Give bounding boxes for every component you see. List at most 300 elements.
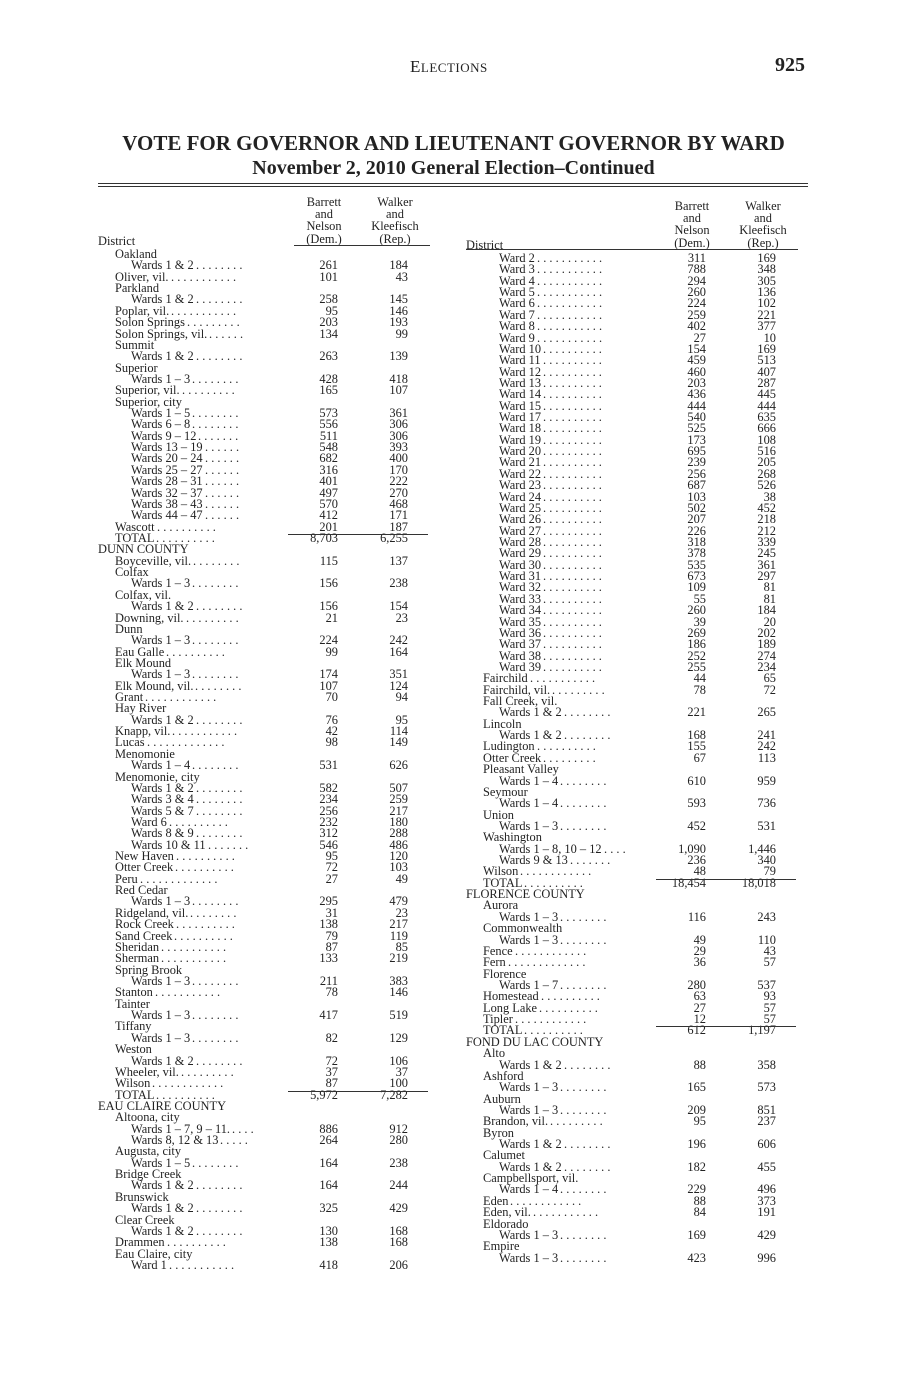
leader-dots: . . . . . . . . — [196, 294, 243, 306]
dem-votes: 428 — [319, 371, 338, 386]
rep-votes: 241 — [757, 728, 776, 743]
district-name: Boyceville, vil. — [115, 553, 192, 568]
leader-dots: . . . . . . . . . . — [543, 389, 602, 401]
leader-dots: . . . . . . . . — [192, 976, 239, 988]
district-name: Rock Creek — [115, 917, 174, 932]
dem-votes: 29 — [693, 943, 706, 958]
district-name: Wards 1 & 2 — [131, 349, 194, 364]
table-row — [98, 862, 438, 873]
dem-votes: 12 — [693, 1012, 706, 1027]
rep-votes: 171 — [389, 508, 408, 523]
rep-votes: 184 — [757, 603, 776, 618]
rep-votes: 100 — [389, 1076, 408, 1091]
dem-votes: 99 — [325, 644, 338, 659]
leader-dots: . . . . . . . . — [192, 1032, 239, 1045]
table-row — [466, 1250, 806, 1265]
leader-dots: . . . . — [232, 1123, 254, 1136]
dem-votes: 168 — [687, 728, 706, 743]
dem-votes: 55 — [693, 591, 706, 606]
dem-votes: 95 — [325, 303, 338, 318]
leader-dots: . . . . . . . . — [196, 1203, 243, 1215]
leader-dots: . . . . . . . . . . . — [537, 264, 603, 276]
dem-votes: 573 — [319, 406, 338, 421]
dem-votes: 78 — [693, 682, 706, 697]
rep-votes: 193 — [389, 315, 408, 330]
running-header — [410, 57, 488, 77]
district-name: Washington — [483, 830, 542, 845]
district-name: Tipler — [483, 1012, 513, 1027]
rep-votes: 218 — [757, 512, 776, 527]
district-name: TOTAL — [115, 530, 155, 545]
rep-votes: 137 — [389, 553, 408, 568]
district-name: Ward 4 — [499, 273, 535, 288]
rep-votes: 444 — [757, 398, 776, 413]
table-row — [98, 1257, 438, 1272]
district-name: Wards 38 – 43 — [131, 496, 203, 511]
district-name: Ward 36 — [499, 625, 542, 640]
district-name: Auburn — [483, 1091, 521, 1106]
dem-votes: 1,090 — [678, 841, 706, 856]
leader-dots: . . . . . . . . . — [550, 1116, 603, 1128]
district-name: Hay River — [115, 701, 167, 716]
district-name: Wards 25 – 27 — [131, 462, 203, 477]
district-name: Calumet — [483, 1148, 525, 1163]
table-row — [98, 678, 438, 693]
district-name: Knapp, vil. — [115, 724, 171, 739]
district-name: Wards 20 – 24 — [131, 451, 203, 466]
rep-votes: 81 — [763, 591, 776, 606]
rep-votes: 383 — [389, 974, 408, 988]
district-name: Ward 35 — [499, 614, 542, 629]
district-name: Wards 1 & 2 — [131, 1053, 194, 1068]
dem-votes: 48 — [693, 864, 706, 879]
rep-votes: 212 — [757, 523, 776, 538]
header-line: Barrett — [306, 195, 342, 209]
district-name: Ward 13 — [499, 375, 542, 390]
rep-votes: 237 — [757, 1114, 776, 1129]
leader-dots: . . . . . . . . . . . . — [145, 692, 217, 704]
rep-votes: 139 — [389, 349, 408, 364]
district-name: Fall Creek, vil. — [483, 694, 558, 709]
leader-dots: . . . . . . . . — [564, 1139, 611, 1151]
rep-votes: 129 — [389, 1030, 408, 1045]
dem-votes: 103 — [687, 489, 706, 504]
leader-dots: . . . . . . . . . . — [543, 661, 602, 674]
total-rule — [288, 534, 428, 535]
table-row — [466, 1034, 806, 1049]
district-name: Wards 1 & 2 — [499, 1057, 562, 1072]
district-name: Eden — [483, 1193, 509, 1208]
leader-dots: . . . . . . . . — [190, 907, 237, 920]
district-name: Ward 24 — [499, 489, 542, 504]
rep-votes: 912 — [389, 1121, 408, 1136]
leader-dots: . . . . . . . . — [564, 1059, 611, 1071]
leader-dots: . . . . . . . . . . — [166, 646, 225, 658]
leader-dots: . . . . . . . . . . . . — [515, 945, 587, 958]
dem-votes: 256 — [687, 466, 706, 481]
rep-votes: 519 — [389, 1008, 408, 1023]
district-name: Ward 22 — [499, 466, 542, 481]
leader-dots: . . . . . . . . — [560, 1184, 607, 1196]
rep-votes: 287 — [757, 375, 776, 390]
rep-votes: 516 — [757, 444, 776, 459]
rep-votes: 222 — [389, 474, 408, 489]
leader-dots: . . . . . . . . . . — [543, 491, 602, 503]
rep-votes: 180 — [389, 814, 408, 829]
dem-votes: 107 — [319, 678, 338, 693]
leader-dots: . . . . . . . . . . — [176, 919, 235, 931]
dem-votes: 31 — [325, 905, 338, 920]
dem-votes: 318 — [687, 534, 706, 549]
leader-dots: . . . . . . . . . . . . — [515, 1014, 587, 1026]
leader-dots: . . . . . . — [205, 510, 240, 522]
rep-votes: 526 — [757, 478, 776, 493]
district-name: Solon Springs — [115, 315, 185, 330]
district-name: TOTAL — [483, 1023, 523, 1038]
district-name: Wards 44 – 47 — [131, 508, 203, 523]
leader-dots: . . . . . . . . . . . — [533, 1207, 599, 1219]
leader-dots: . . . . . . . . . . — [543, 412, 602, 424]
rep-votes: 206 — [389, 1257, 408, 1272]
section-title: ELECTIONS — [410, 57, 488, 76]
dem-votes: 203 — [319, 315, 338, 330]
dem-votes: 49 — [693, 932, 706, 947]
dem-votes: 452 — [687, 818, 706, 833]
district-name: Superior, city — [115, 394, 182, 409]
district-name: Ward 28 — [499, 534, 542, 549]
leader-dots: . . . . — [604, 843, 626, 856]
rep-votes: 113 — [757, 750, 776, 765]
table-row — [466, 1000, 806, 1015]
leader-dots: . . . . . . . . . . — [543, 468, 602, 481]
dem-votes: 82 — [325, 1030, 338, 1045]
district-name: Long Lake — [483, 1000, 538, 1015]
leader-dots: . . . . . . . . — [192, 1010, 239, 1022]
leader-dots: . . . . . . . . . . — [543, 457, 602, 469]
leader-dots: . . . . . . . . . . — [543, 605, 602, 617]
district-name: Eau Galle — [115, 644, 165, 659]
header-line: Nelson — [674, 223, 710, 238]
dem-votes: 27 — [325, 871, 338, 886]
district-name: Ridgeland, vil. — [115, 905, 189, 920]
rep-votes: 393 — [389, 440, 408, 455]
dem-votes: 311 — [687, 251, 706, 265]
district-name: Ward 3 — [499, 262, 535, 277]
district-name: TOTAL — [115, 1087, 155, 1102]
leader-dots: . . . . . . . . . . . — [172, 726, 238, 738]
dem-votes: 201 — [319, 519, 338, 534]
leader-dots: . . . . . . . . — [192, 408, 239, 420]
district-name: Wards 1 & 2 — [131, 599, 194, 614]
dem-votes: 258 — [319, 292, 338, 307]
dem-votes: 109 — [687, 580, 706, 595]
rep-votes: 107 — [389, 383, 408, 398]
leader-dots: . . . . . . — [209, 328, 244, 340]
rep-votes: 81 — [763, 580, 776, 595]
rep-votes: 244 — [389, 1178, 408, 1193]
dem-votes: 525 — [687, 421, 706, 436]
district-header: District — [98, 234, 136, 248]
district-name: Superior, vil. — [115, 383, 180, 398]
dem-votes: 570 — [319, 496, 338, 511]
leader-dots: . . . . . . . . — [196, 351, 243, 363]
rep-votes: 65 — [763, 671, 776, 686]
leader-dots: . . . . . . . . . . . — [537, 332, 603, 344]
rep-votes: 93 — [763, 989, 776, 1004]
dem-votes: 78 — [325, 985, 338, 1000]
district-name: Wards 8, 12 & 13 — [131, 1133, 219, 1148]
leader-dots: . . . . . . . . . . — [543, 548, 602, 560]
rep-votes: 306 — [389, 428, 408, 443]
rep-votes: 297 — [757, 569, 776, 584]
district-name: Pleasant Valley — [483, 762, 559, 777]
district-name: Ward 23 — [499, 478, 542, 493]
leader-dots: . . . . . . . . . — [182, 385, 235, 397]
dem-votes: 67 — [693, 750, 706, 765]
rep-votes: 146 — [389, 985, 408, 1000]
district-name: Otter Creek — [115, 860, 174, 875]
district-name: Wards 1 – 3 — [131, 1008, 191, 1023]
dem-votes: 255 — [687, 659, 706, 674]
district-name: Wards 1 – 3 — [499, 1080, 559, 1095]
leader-dots: . . . . . . . . — [560, 1104, 607, 1117]
district-name: Ward 19 — [499, 432, 542, 447]
dem-votes: 101 — [319, 269, 338, 284]
dem-votes: 263 — [319, 349, 338, 364]
header-line: and — [754, 211, 772, 226]
leader-dots: . . . . . . . . . — [187, 317, 240, 329]
rep-votes: 202 — [757, 625, 776, 640]
district-name: Campbellsport, vil. — [483, 1171, 579, 1186]
dem-votes: 444 — [687, 398, 706, 413]
district-name: Wards 1 & 2 — [131, 1223, 194, 1238]
rep-votes: 455 — [757, 1159, 776, 1174]
dem-votes: 186 — [687, 637, 706, 652]
dem-votes: 173 — [687, 432, 706, 447]
dem-votes: 295 — [319, 894, 338, 909]
district-name: Ward 29 — [499, 546, 542, 561]
dem-votes: 316 — [319, 462, 338, 477]
district-name: Wards 1 & 2 — [131, 1178, 194, 1193]
dem-votes: 417 — [319, 1008, 338, 1023]
page-number: 925 — [775, 54, 805, 76]
dem-votes: 72 — [325, 1053, 338, 1068]
dem-votes: 548 — [319, 440, 338, 455]
dem-votes: 27 — [693, 1000, 706, 1015]
rep-votes: 217 — [389, 803, 408, 818]
leader-dots: . . . . . . . . . . — [543, 514, 602, 526]
dem-votes: 88 — [693, 1193, 706, 1208]
leader-dots: . . . . . . . . . . . — [530, 673, 596, 685]
leader-dots: . . . . . . . . — [192, 760, 239, 772]
dem-votes: 196 — [687, 1137, 706, 1152]
district-name: Colfax — [115, 565, 149, 580]
leader-dots: . . . . . . . . . . . . — [510, 1195, 582, 1208]
dem-votes: 76 — [325, 712, 338, 727]
header-line: Kleefisch — [371, 219, 419, 234]
table-row — [466, 1116, 806, 1127]
dem-votes: 27 — [693, 330, 706, 345]
rep-votes: 57 — [763, 1000, 776, 1015]
rep-votes: 242 — [389, 633, 408, 648]
rep-votes: 238 — [389, 576, 408, 591]
leader-dots: . . . . . . . . — [196, 782, 243, 795]
dem-votes: 497 — [319, 485, 338, 500]
leader-dots: . . . . . . . . — [196, 1225, 243, 1238]
district-name: Red Cedar — [115, 883, 168, 898]
leader-dots: . . . . . . . . — [564, 1161, 611, 1174]
district-name: Wards 1 & 2 — [131, 1201, 194, 1216]
dem-votes: 42 — [325, 724, 338, 739]
dem-votes: 239 — [687, 455, 706, 470]
dem-votes: 535 — [687, 557, 706, 572]
dem-votes: 21 — [325, 610, 338, 625]
dem-votes: 436 — [687, 387, 706, 402]
rep-votes: 95 — [395, 712, 408, 727]
rep-votes: 168 — [389, 1223, 408, 1238]
district-name: Oliver, vil. — [115, 269, 169, 284]
rep-votes: 1,446 — [748, 841, 776, 856]
district-name: Drammen — [115, 1235, 165, 1250]
district-name: Alto — [483, 1046, 506, 1061]
leader-dots: . . . . . . . . . . — [175, 862, 234, 874]
district-name: Parkland — [115, 281, 160, 296]
rep-votes: 445 — [757, 387, 776, 402]
dem-votes: 280 — [687, 978, 706, 992]
district-name: Wilson — [483, 864, 519, 879]
rep-votes: 85 — [395, 939, 408, 954]
col-header-rep — [730, 200, 796, 249]
dem-votes: 165 — [319, 383, 338, 398]
rep-votes: 94 — [395, 690, 408, 705]
dem-votes: 232 — [319, 814, 338, 829]
leader-dots: . . . . . . . . . . — [543, 571, 602, 583]
col-header-dem — [294, 196, 354, 245]
district-name: Ward 37 — [499, 637, 542, 652]
leader-dots: . . . . . . . . — [193, 555, 240, 568]
dem-votes: 531 — [319, 758, 338, 773]
leader-dots: . . . . . . . . — [196, 828, 243, 840]
dem-votes: 460 — [687, 364, 706, 379]
rep-votes: 124 — [389, 678, 408, 693]
district-name: Ward 6 — [499, 296, 535, 311]
rep-votes: 184 — [389, 258, 408, 273]
header-line: (Rep.) — [747, 235, 779, 250]
district-name: Wards 1 – 3 — [499, 818, 559, 833]
dem-votes: 169 — [687, 1227, 706, 1242]
leader-dots: . . . . . . . . — [196, 1055, 243, 1067]
district-name: Wards 1 – 4 — [499, 773, 559, 788]
leader-dots: . . . . . . . . . . — [543, 423, 602, 435]
rep-votes: 38 — [763, 489, 776, 504]
district-name: Wards 10 & 11 — [131, 837, 206, 852]
district-name: Ward 17 — [499, 410, 542, 425]
dem-votes: 138 — [319, 917, 338, 932]
district-name: Wards 6 – 8 — [131, 417, 191, 432]
table-row — [466, 798, 806, 809]
rep-votes: 288 — [389, 826, 408, 841]
dem-votes: 582 — [319, 780, 338, 795]
leader-dots: . . . . . . . . . . — [156, 532, 215, 545]
leader-dots: . . . . . . . . . . — [543, 536, 602, 549]
dem-votes: 511 — [319, 428, 338, 443]
leader-dots: . . . . . . . . — [564, 707, 611, 719]
dem-votes: 312 — [319, 826, 338, 841]
leader-dots: . . . . . . . . — [192, 635, 239, 647]
dem-votes: 39 — [693, 614, 706, 629]
dem-votes: 673 — [687, 569, 706, 584]
leader-dots: . . . . . . . . . . . — [161, 953, 227, 965]
district-name: Grant — [115, 690, 144, 705]
table-row — [98, 726, 438, 737]
rep-votes: 507 — [389, 780, 408, 795]
rep-votes: 187 — [389, 519, 408, 534]
leader-dots: . . . . . . . . . . — [537, 741, 596, 753]
header-line: and — [386, 207, 404, 222]
rep-votes: 736 — [757, 796, 776, 811]
district-name: Wards 1 – 8, 10 – 12 — [499, 841, 602, 856]
district-name: Fence — [483, 943, 513, 958]
leader-dots: . . . . . . . . . . . — [537, 275, 603, 288]
district-name: Wards 9 – 12 — [131, 428, 197, 443]
rep-votes: 348 — [757, 262, 776, 277]
dem-votes: 502 — [687, 500, 706, 515]
leader-dots: . . . . . . . . . . . — [537, 287, 603, 299]
district-name: Union — [483, 807, 514, 822]
rep-votes: 43 — [395, 269, 408, 284]
right-rows — [466, 253, 806, 1264]
district-name: New Haven — [115, 849, 174, 864]
district-name: Sheridan — [115, 939, 160, 954]
district-name: Ashford — [483, 1068, 524, 1083]
district-name: Brandon, vil. — [483, 1114, 549, 1129]
district-name: Wards 1 – 3 — [499, 1102, 559, 1117]
dem-votes: 264 — [319, 1133, 338, 1148]
district-name: Wards 1 – 3 — [131, 1030, 191, 1045]
leader-dots: . . . . . . . . . . . — [155, 987, 221, 999]
rep-votes: 169 — [757, 341, 776, 356]
district-name: Sherman — [115, 951, 160, 966]
leader-dots: . . . . . . . . . . . — [169, 1259, 235, 1272]
district-name: Ward 6 — [131, 814, 167, 829]
dem-votes: 418 — [319, 1257, 338, 1272]
district-name: Wards 1 – 3 — [131, 371, 191, 386]
district-name: Wards 1 – 3 — [499, 1227, 559, 1242]
district-name: Ward 25 — [499, 500, 542, 515]
header-line: (Rep.) — [379, 231, 411, 246]
rep-votes: 851 — [757, 1102, 776, 1117]
district-name: Ward 1 — [131, 1257, 167, 1272]
district-name: Otter Creek — [483, 750, 542, 765]
leader-dots: . . . . . . . . . — [543, 752, 596, 765]
district-name: Spring Brook — [115, 962, 183, 977]
dem-votes: 269 — [687, 625, 706, 640]
district-name: Superior — [115, 360, 158, 375]
district-name: Wheeler, vil. — [115, 1064, 179, 1079]
dem-votes: 156 — [319, 576, 338, 591]
dem-votes: 88 — [693, 1057, 706, 1072]
rep-votes: 361 — [757, 557, 776, 572]
rep-votes: 120 — [389, 849, 408, 864]
leader-dots: . . . . . . . . . . — [543, 525, 602, 537]
leader-dots: . . . . . . . . . . . . . — [140, 873, 218, 886]
district-name: Fern — [483, 955, 506, 970]
district-name: Oakland — [115, 247, 157, 261]
leader-dots: . . . . . . . . . . — [543, 343, 602, 356]
district-name: Wards 1 – 5 — [131, 1155, 191, 1170]
title-rule — [98, 183, 808, 187]
dem-votes: 115 — [319, 553, 338, 568]
